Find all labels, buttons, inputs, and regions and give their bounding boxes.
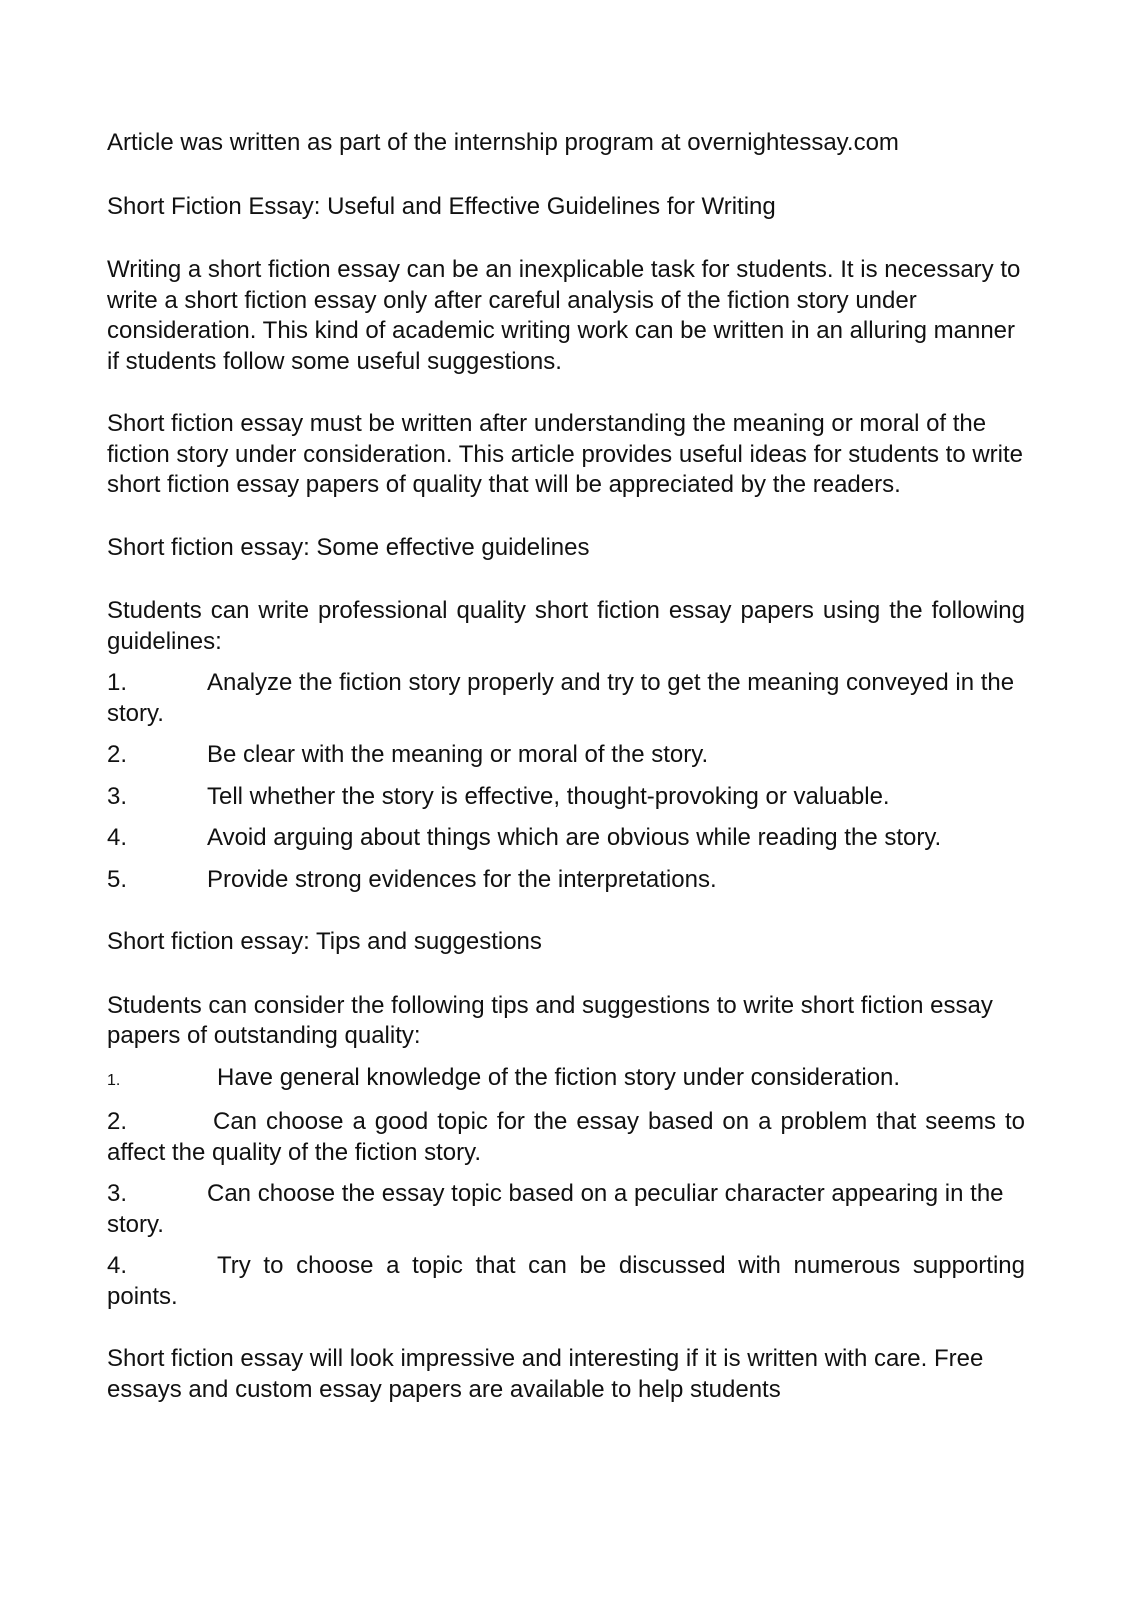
list-item-number: 3.	[107, 782, 128, 810]
list-item-text: Try to choose a topic that can be discussed with numerous supporting points.	[107, 1252, 1025, 1310]
list-item-number: 4.	[107, 1252, 128, 1279]
list-item	[107, 1063, 1025, 1097]
list-item	[107, 668, 1025, 729]
list-item-text: Analyze the fiction story properly and try to get the meaning conveyed in the story.	[107, 669, 1015, 727]
list-item	[107, 782, 1025, 813]
list-item-text: Can choose the essay topic based on a peculiar character appearing in the story.	[107, 1180, 1004, 1238]
list-item-text: Avoid arguing about things which are obvious while reading the story.	[207, 824, 942, 851]
paragraph-intro: Writing a short fiction essay can be an inexplicable task for students. It is necessary to write a short fiction essay only after careful analysis of the fiction story under consideration. This kind of academic writing work can be written in an alluring manner if students follow some useful suggestions.	[107, 256, 1021, 375]
section-heading-tips: Short fiction essay: Tips and suggestions	[107, 928, 542, 955]
list-item-text: Have general knowledge of the fiction story under consideration.	[217, 1063, 901, 1091]
closing-paragraph: Short fiction essay will look impressive and interesting if it is written with care. Free essays and custom essay papers are available to help students	[107, 1345, 984, 1403]
list-item-number: 2.	[107, 741, 128, 768]
list-item-text: Can choose a good topic for the essay based on a problem that seems to affect the quality of the fiction story.	[107, 1108, 1025, 1166]
list-item-number: 3.	[107, 1180, 128, 1207]
list-item-text: Be clear with the meaning or moral of the story.	[207, 741, 709, 768]
list-item	[107, 865, 1025, 896]
list-item-number: 4.	[107, 824, 128, 851]
tips-list	[107, 1063, 1025, 1313]
list-item	[107, 1107, 1025, 1168]
section-heading-guidelines: Short fiction essay: Some effective guidelines	[107, 533, 590, 561]
list-item-text: Tell whether the story is effective, thought-provoking or valuable.	[207, 782, 890, 810]
paragraph-purpose: Short fiction essay must be written after understanding the meaning or moral of the fiction story under consideration. This article provides useful ideas for students to write short fiction essay papers of quality that will be appreciated by the readers.	[107, 410, 1024, 498]
tips-lead: Students can consider the following tips and suggestions to write short fiction essay papers of outstanding quality:	[107, 991, 993, 1049]
list-item-number: 1.	[107, 1071, 121, 1089]
list-item	[107, 1251, 1025, 1312]
list-item	[107, 823, 1025, 854]
list-item	[107, 740, 1025, 771]
list-item-number: 1.	[107, 669, 128, 696]
guidelines-list	[107, 668, 1025, 895]
document-body	[107, 128, 1025, 1405]
intro-note: Article was written as part of the internship program at overnightessay.com	[107, 129, 899, 156]
list-item	[107, 1179, 1025, 1240]
guidelines-lead: Students can write professional quality short fiction essay papers using the following guidelines:	[107, 597, 1025, 655]
list-item-number: 2.	[107, 1108, 128, 1135]
list-item-number: 5.	[107, 865, 128, 893]
list-item-text: Provide strong evidences for the interpretations.	[207, 865, 717, 893]
document-title: Short Fiction Essay: Useful and Effective Guidelines for Writing	[107, 192, 776, 220]
